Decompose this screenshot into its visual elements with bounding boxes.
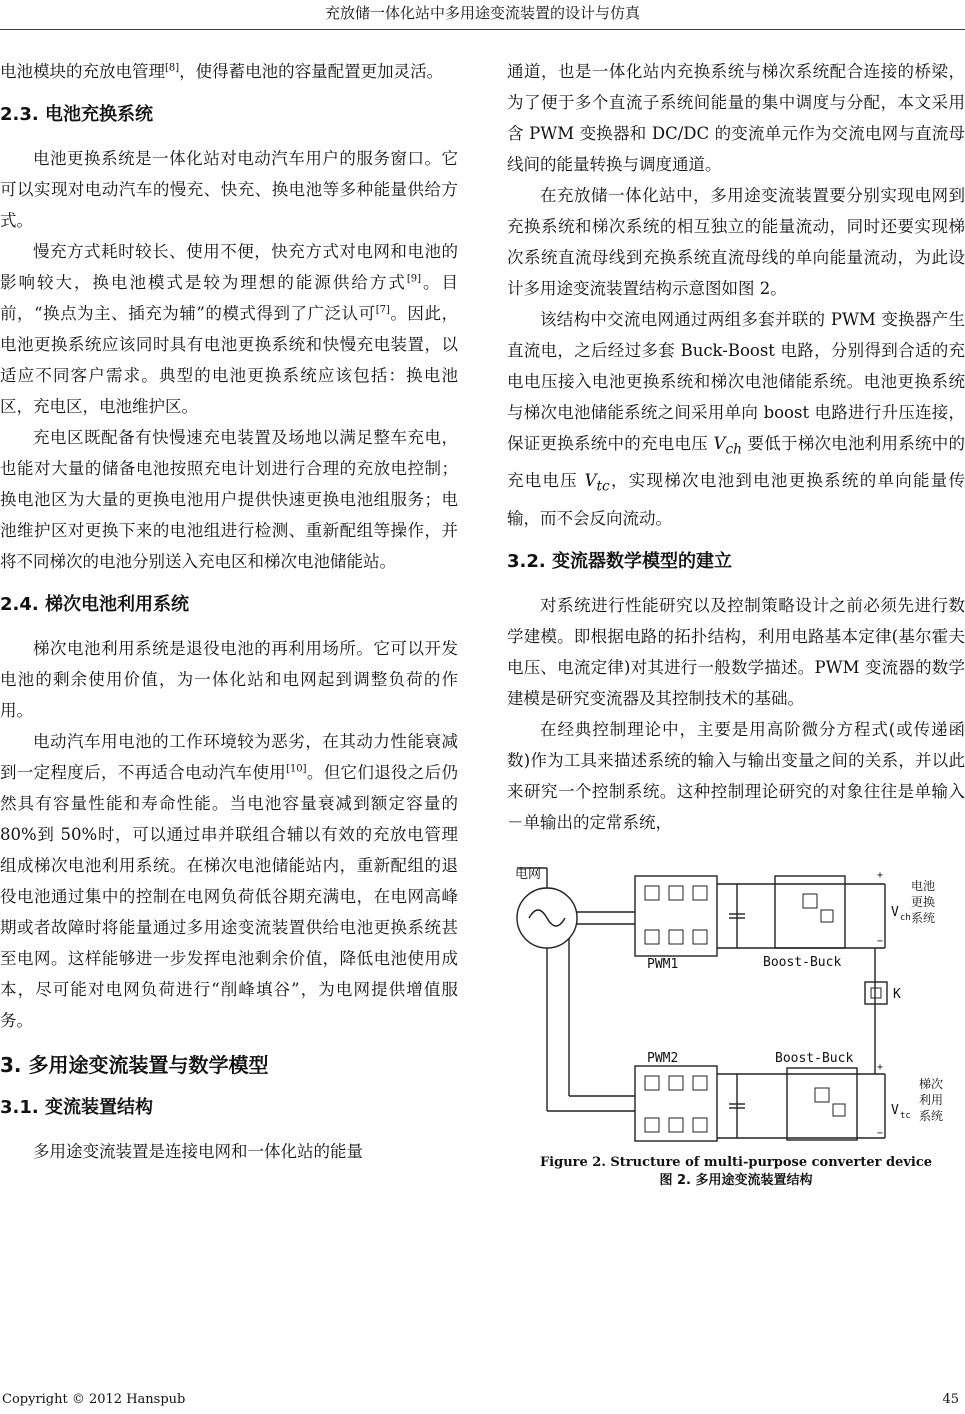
vtc-sub: tc — [900, 1110, 911, 1121]
paragraph: 充电区既配备有快慢速充电装置及场地以满足整车充电，也能对大量的储备电池按照充电计划进行合理的充放电控制；换电池区为大量的更换电池用户提供快速更换电池组服务；电池维护区对更换下来的电池组进行检测、重新配组等操作，并将不同梯次的电池分别送入充电区和梯次电池储能站。 — [0, 428, 458, 571]
figure-2-diagram — [507, 856, 965, 1150]
vch-label: V — [891, 904, 899, 920]
sys1-label: 更换 — [911, 894, 936, 909]
minus-sign: − — [877, 1127, 884, 1139]
sys2-label: 系统 — [919, 1108, 944, 1123]
sys1-label: 电池 — [911, 878, 936, 893]
boost-buck-2-label: Boost-Buck — [775, 1050, 854, 1066]
paragraph: 梯次电池利用系统是退役电池的再利用场所。它可以开发电池的剩余使用价值，为一体化站和电网起到调整负荷的作用。 — [0, 639, 458, 720]
right-column — [507, 56, 965, 1190]
page-number: 45 — [942, 1392, 959, 1407]
sys1-label: 系统 — [911, 910, 936, 925]
section-heading-3-2: 3.2. 变流器数学模型的建立 — [507, 550, 732, 572]
paragraph: 电动汽车用电池的工作环境较为恶劣，在其动力性能衰减到一定程度后，不再适合电动汽车使用[10]。但它们退役之后仍然具有容量性能和寿命性能。当电池容量衰减到额定容量的 80%到 50%时，可以通过串并联组合辅以有效的充放电管理组成梯次电池利用系统。在梯次电池储能站内，重新配组的退役电池通过集中的控制在电网负荷低谷期充满电，在电网高峰期或者故障时将能量通过多用途变流装置供给电池更换系统甚至电网。这样能够进一步发挥电池剩余价值，降低电池使用成本，尽可能对电网负荷进行“削峰填谷”，为电网提供增值服务。 — [0, 732, 459, 1030]
paragraph: 该结构中交流电网通过两组多套并联的 PWM 变换器产生直流电，之后经过多套 Buck-Boost 电路，分别得到合适的充电电压接入电池更换系统和梯次电池储能系统。电池更换系统与梯次电池储能系统之间采用单向 boost 电路进行升压连接，保证更换系统中的充电电压 $V_{ch}$ 要低于梯次电池利用系统中的充电电压 $V_{tc}$，实现梯次电池到电池更换系统的单向能量传输，而不会反向流动。 — [507, 310, 965, 528]
pwm2-box — [635, 1066, 717, 1141]
plus-sign: + — [877, 1061, 884, 1073]
paragraph: 在充放储一体化站中，多用途变流装置要分别实现电网到充换系统和梯次系统的相互独立的能量流动，同时还要实现梯次系统直流母线到充换系统直流母线的单向能量流动，为此设计多用途变流装置结构示意图如图 2。 — [507, 186, 965, 298]
plus-sign: + — [877, 869, 884, 881]
section-heading-3: 3. 多用途变流装置与数学模型 — [0, 1053, 269, 1077]
paragraph: 对系统进行性能研究以及控制策略设计之前必须先进行数学建模。即根据电路的拓扑结构，利用电路基本定律(基尔霍夫电压、电流定律)对其进行一般数学描述。PWM 变流器的数学建模是研究变流器及其控制技术的基础。 — [507, 595, 965, 708]
citation[interactable]: [10] — [286, 763, 307, 775]
paragraph: 多用途变流装置是连接电网和一体化站的能量 — [33, 1142, 363, 1161]
section-heading-2-3: 2.3. 电池充换系统 — [0, 104, 153, 125]
left-column — [0, 56, 458, 1167]
sys2-label: 利用 — [919, 1092, 944, 1107]
paragraph: 通道，也是一体化站内充换系统与梯次系统配合连接的桥梁，为了便于多个直流子系统间能量的集中调度与分配，本文采用含 PWM 变换器和 DC/DC 的变流单元作为交流电网与直流母线间的能量转换与调度通道。 — [507, 62, 965, 174]
minus-sign: − — [877, 935, 884, 947]
figure-caption-zh: 图 2. 多用途变流装置结构 — [659, 1172, 813, 1188]
paragraph: 电池更换系统是一体化站对电动汽车用户的服务窗口。它可以实现对电动汽车的慢充、快充、换电池等多种能量供给方式。 — [0, 149, 458, 230]
sys2-label: 梯次 — [919, 1076, 944, 1091]
section-heading-2-4: 2.4. 梯次电池利用系统 — [0, 594, 189, 615]
paragraph: 电池模块的充放电管理[8]，使得蓄电池的容量配置更加灵活。 — [0, 62, 444, 81]
pwm2-label: PWM2 — [647, 1050, 679, 1066]
citation[interactable]: [8] — [165, 62, 180, 74]
grid-label: 电网 — [515, 866, 542, 882]
pwm1-label: PWM1 — [647, 956, 679, 972]
vch-sub: ch — [900, 912, 911, 923]
boost-buck-2-box — [787, 1068, 857, 1140]
section-heading-3-1: 3.1. 变流装置结构 — [0, 1097, 153, 1118]
paragraph: 在经典控制理论中，主要是用高阶微分方程式(或传递函数)作为工具来描述系统的输入与输出变量之间的关系，并以此来研究一个控制系统。这种控制理论研究的对象往往是单输入－单输出的定常系统， — [507, 719, 965, 832]
boost-buck-1-label: Boost-Buck — [763, 954, 842, 970]
figure-caption-en: Figure 2. Structure of multi-purpose converter device — [539, 1154, 933, 1170]
copyright: Copyright © 2012 Hanspub — [2, 1392, 186, 1407]
k-switch-box — [865, 982, 887, 1004]
header-rule — [0, 29, 965, 30]
citation[interactable]: [7] — [375, 304, 390, 316]
vtc-label: V — [891, 1102, 899, 1118]
citation[interactable]: [9] — [406, 273, 422, 285]
converter-diagram — [507, 856, 965, 1150]
boost-buck-1-box — [775, 876, 845, 948]
running-header: 充放储一体化站中多用途变流装置的设计与仿真 — [324, 4, 640, 22]
paragraph: 慢充方式耗时较长、使用不便，快充方式对电网和电池的影响较大，换电池模式是较为理想的能源供给方式[9]。目前，“换点为主、插充为辅”的模式得到了广泛认可[7]。因此，电池更换系统应该同时具有电池更换系统和快慢充电装置，以适应不同客户需求。典型的电池更换系统应该包括：换电池区，充电区，电池维护区。 — [0, 242, 459, 416]
k-label: K — [893, 986, 901, 1002]
